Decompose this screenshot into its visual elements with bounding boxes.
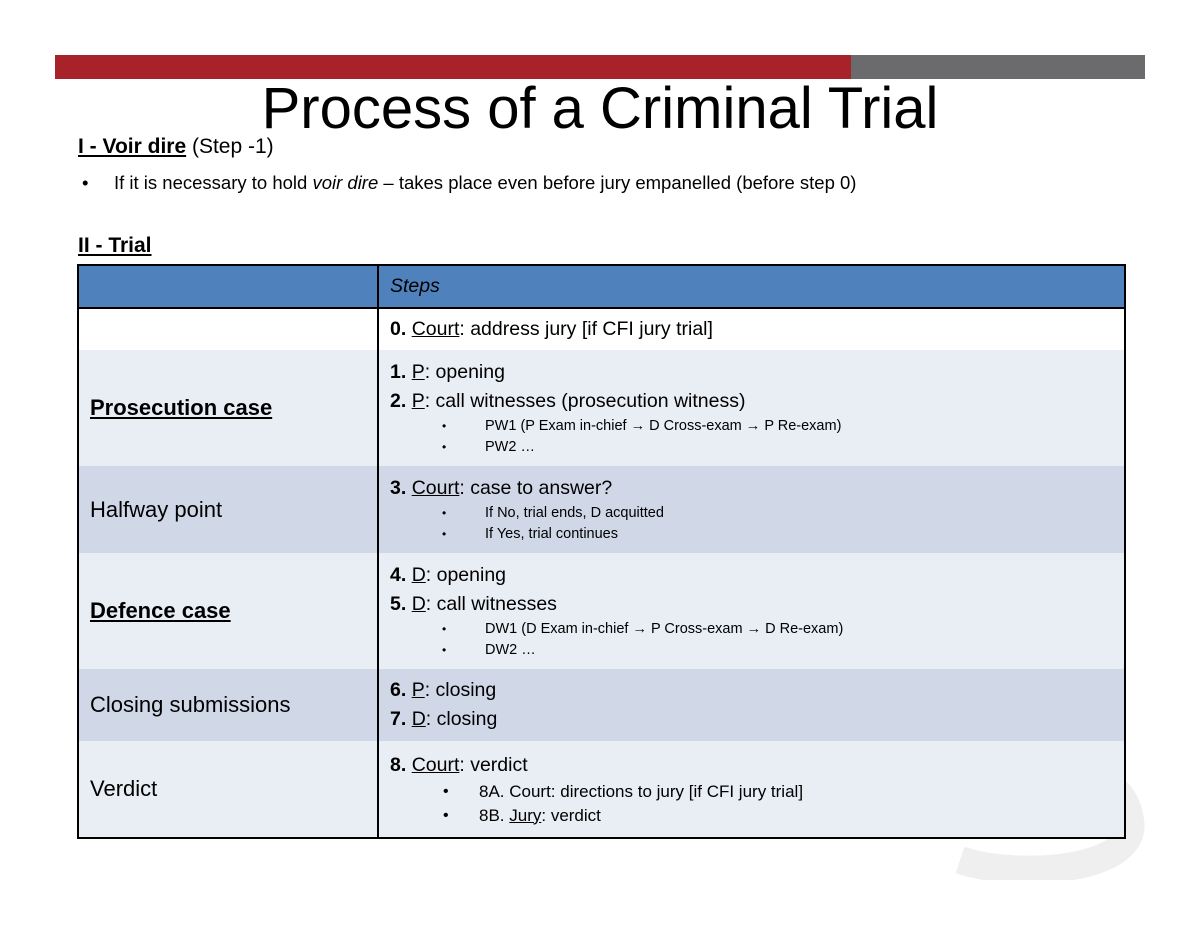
step-text: : closing — [424, 679, 497, 701]
header-cell-steps: Steps — [378, 265, 1125, 308]
stage-cell — [78, 350, 378, 466]
voir-dire-heading-suffix: (Step -1) — [186, 135, 274, 158]
step-actor: P — [411, 679, 425, 701]
sub-item-text: 8B. — [479, 805, 510, 825]
step-2 — [390, 387, 1124, 416]
trial-heading-label: II - Trial — [78, 234, 152, 257]
step-number: 0. — [390, 318, 407, 340]
sub-item: • DW2 … — [390, 640, 1124, 661]
sub-item: • PW2 … — [390, 437, 1124, 458]
step-number: 8. — [390, 753, 407, 776]
sub-item: • If Yes, trial continues — [390, 524, 1124, 545]
table-header-row — [78, 265, 1125, 308]
step-text: : call witnesses — [425, 593, 557, 615]
table-row — [78, 308, 1125, 350]
step-text: : address jury [if CFI jury trial] — [459, 318, 713, 340]
step-8 — [390, 751, 1124, 780]
sub-list — [390, 780, 1124, 828]
stage-cell: Halfway point — [78, 466, 378, 553]
stage-cell — [78, 553, 378, 669]
sub-item-8a — [390, 780, 1124, 804]
steps-cell — [378, 741, 1125, 838]
bullet-dot: • — [82, 172, 89, 193]
steps-cell — [378, 553, 1125, 669]
table-row — [78, 741, 1125, 838]
steps-cell — [378, 466, 1125, 553]
step-actor: D — [411, 708, 426, 730]
stage-label-prosecution: Prosecution case — [90, 395, 273, 420]
step-5 — [390, 590, 1124, 619]
table-row — [78, 669, 1125, 741]
sub-item: • If No, trial ends, D acquitted — [390, 503, 1124, 524]
step-number: 2. — [390, 390, 407, 412]
step-actor: Court — [411, 318, 460, 340]
stage-cell: Verdict — [78, 741, 378, 838]
step-text: : verdict — [459, 753, 528, 776]
sub-item-8b — [390, 804, 1124, 828]
sub-item: • DW1 (D Exam in-chief → P Cross-exam → D Re-exam) — [390, 619, 1124, 640]
step-text: : call witnesses (prosecution witness) — [424, 390, 746, 412]
step-7 — [390, 705, 1124, 734]
sub-list — [390, 619, 1124, 661]
table-row — [78, 350, 1125, 466]
step-4 — [390, 561, 1124, 590]
step-number: 3. — [390, 477, 407, 499]
step-actor: P — [411, 390, 425, 412]
steps-cell — [378, 669, 1125, 741]
step-actor: D — [411, 564, 426, 586]
sub-item-text: 8A. Court: directions to jury [if CFI jury trial] — [479, 781, 804, 801]
step-number: 5. — [390, 593, 407, 615]
sub-list — [390, 503, 1124, 545]
step-actor: D — [411, 593, 426, 615]
table-row — [78, 553, 1125, 669]
sub-item-actor: Jury — [509, 805, 542, 825]
stage-cell: Closing submissions — [78, 669, 378, 741]
voir-dire-bullet — [82, 172, 856, 194]
step-number: 6. — [390, 679, 407, 701]
step-text: : case to answer? — [459, 477, 613, 499]
section-voir-dire-heading — [78, 135, 274, 159]
step-1 — [390, 358, 1124, 387]
bullet-text-pre: If it is necessary to hold — [114, 172, 313, 193]
step-0 — [390, 315, 1124, 344]
step-number: 4. — [390, 564, 407, 586]
step-number: 7. — [390, 708, 407, 730]
step-3 — [390, 474, 1124, 503]
step-actor: Court — [411, 477, 460, 499]
steps-cell — [378, 350, 1125, 466]
sub-item: • PW1 (P Exam in-chief → D Cross-exam → P Re-exam) — [390, 416, 1124, 437]
sub-item-text: : verdict — [541, 805, 601, 825]
step-text: : opening — [425, 564, 507, 586]
stage-label-defence: Defence case — [90, 598, 231, 623]
bullet-text-em: voir dire — [312, 172, 379, 193]
sub-list — [390, 416, 1124, 458]
table-row — [78, 466, 1125, 553]
step-text: : closing — [425, 708, 498, 730]
voir-dire-heading-label: I - Voir dire — [78, 135, 187, 158]
step-text: : opening — [424, 361, 505, 383]
step-actor: P — [411, 361, 425, 383]
slide-title: Process of a Criminal Trial — [261, 76, 939, 141]
step-number: 1. — [390, 361, 407, 383]
step-actor: Court — [411, 753, 460, 776]
section-trial-heading — [78, 234, 152, 258]
stage-cell — [78, 308, 378, 350]
bullet-text-post: – takes place even before jury empanelled (before step 0) — [378, 172, 857, 193]
steps-cell — [378, 308, 1125, 350]
header-cell-stage — [78, 265, 378, 308]
step-6 — [390, 676, 1124, 705]
trial-steps-table — [77, 264, 1126, 839]
